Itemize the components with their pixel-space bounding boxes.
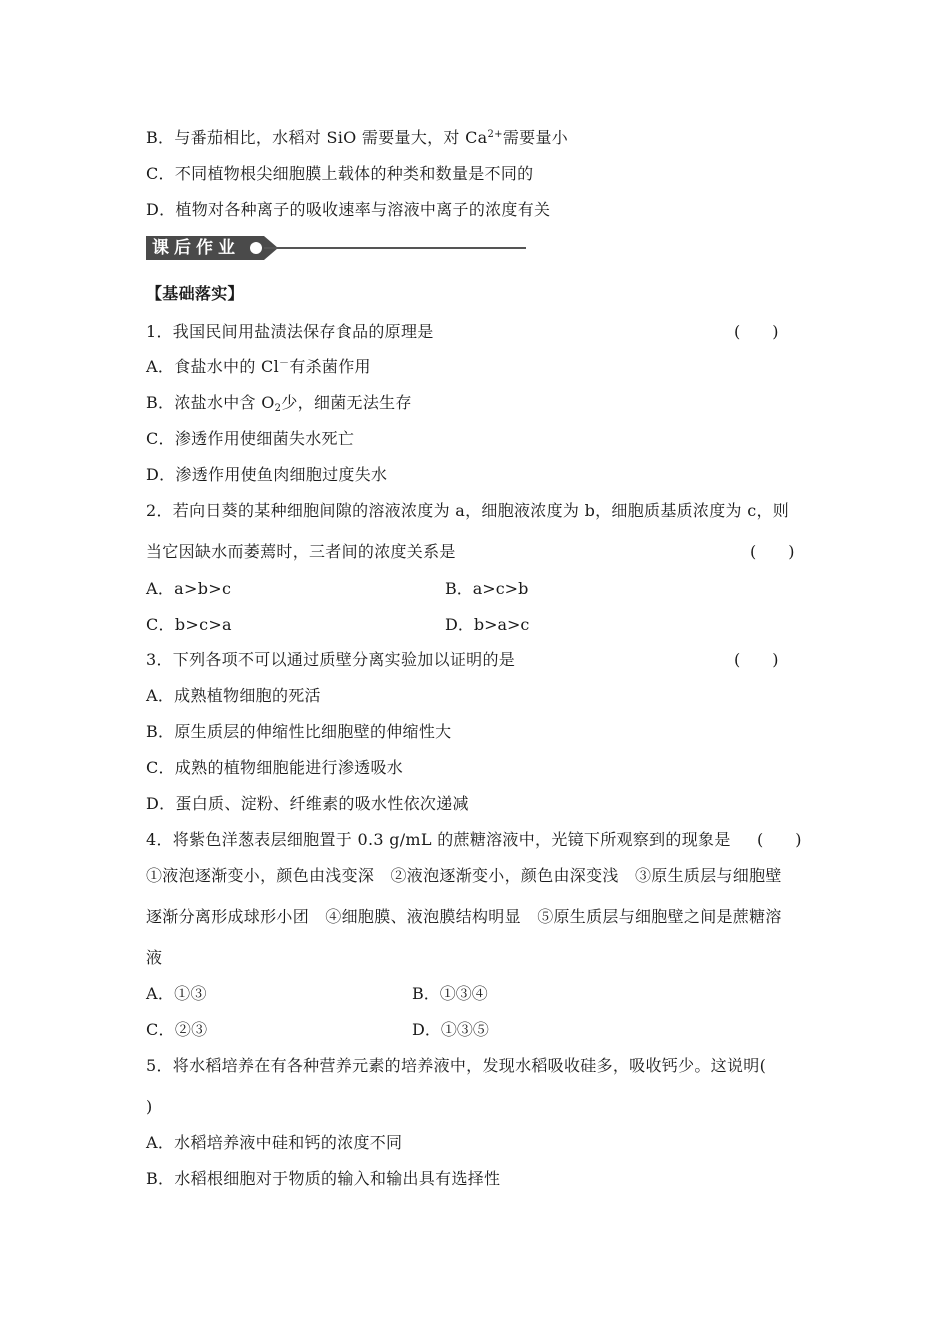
- q4-statements-line1: ①液泡逐渐变小，颜色由浅变深 ②液泡逐渐变小，颜色由深变浅 ③原生质层与细胞壁: [146, 866, 782, 885]
- q4-option-a: A．①③: [146, 984, 207, 1003]
- q4-statements-line3: 液: [146, 948, 163, 967]
- q5-stem-line2: ): [146, 1097, 153, 1116]
- q3-option-c: C．成熟的植物细胞能进行渗透吸水: [146, 758, 404, 777]
- q1-option-b: B．浓盐水中含 $O_2$少，细菌无法生存: [146, 393, 412, 414]
- q4-statements-line2: 逐渐分离形成球形小团 ④细胞膜、液泡膜结构明显 ⑤原生质层与细胞壁之间是蔗糖溶: [146, 907, 782, 926]
- section-heading: 【基础落实】: [146, 284, 244, 303]
- q4-option-c: C．②③: [146, 1020, 208, 1039]
- banner-divider: [264, 247, 526, 249]
- homework-banner-label: 课后作业: [146, 236, 264, 260]
- q2-stem-line2: 当它因缺水而萎蔫时，三者间的浓度关系是: [146, 542, 456, 561]
- q3-answer-paren: ( ): [734, 650, 779, 669]
- q1-option-d: D．渗透作用使鱼肉细胞过度失水: [146, 465, 388, 484]
- q3-stem: 3．下列各项不可以通过质壁分离实验加以证明的是: [146, 650, 516, 669]
- q1-option-c: C．渗透作用使细菌失水死亡: [146, 429, 355, 448]
- q2-option-d: D．b>a>c: [445, 615, 530, 634]
- q5-option-b: B．水稻根细胞对于物质的输入和输出具有选择性: [146, 1169, 501, 1188]
- q4-option-d: D．①③⑤: [412, 1020, 489, 1039]
- option-c-top: C．不同植物根尖细胞膜上载体的种类和数量是不同的: [146, 164, 534, 183]
- q4-stem: 4．将紫色洋葱表层细胞置于 0.3 g/mL 的蔗糖溶液中，光镜下所观察到的现象是: [146, 830, 731, 849]
- q5-option-a: A．水稻培养液中硅和钙的浓度不同: [146, 1133, 403, 1152]
- q4-option-b: B．①③④: [412, 984, 488, 1003]
- option-d-top: D．植物对各种离子的吸收速率与溶液中离子的浓度有关: [146, 200, 551, 219]
- q2-option-a: A．a>b>c: [146, 579, 232, 598]
- q4-answer-paren: ( ): [757, 830, 802, 849]
- q1-stem: 1．我国民间用盐渍法保存食品的原理是: [146, 322, 434, 341]
- option-b-top: B．与番茄相比，水稻对 SiO 需要量大，对 $Ca^{2+}$需要量小: [146, 128, 569, 147]
- q5-stem-line1: 5．将水稻培养在有各种营养元素的培养液中，发现水稻吸收硅多，吸收钙少。这说明(: [146, 1056, 767, 1075]
- q2-option-c: C．b>c>a: [146, 615, 232, 634]
- q3-option-a: A．成熟植物细胞的死活: [146, 686, 321, 705]
- q3-option-b: B．原生质层的伸缩性比细胞壁的伸缩性大: [146, 722, 452, 741]
- q3-option-d: D．蛋白质、淀粉、纤维素的吸水性依次递减: [146, 794, 469, 813]
- q2-stem-line1: 2．若向日葵的某种细胞间隙的溶液浓度为 a，细胞液浓度为 b，细胞质基质浓度为 c，则: [146, 501, 790, 520]
- q2-option-b: B．a>c>b: [445, 579, 529, 598]
- homework-banner: [146, 236, 526, 260]
- q1-option-a: A．食盐水中的 Cl－有杀菌作用: [146, 357, 371, 376]
- q1-answer-paren: ( ): [734, 322, 779, 341]
- q2-answer-paren: ( ): [750, 542, 795, 561]
- banner-dot-icon: [250, 242, 262, 254]
